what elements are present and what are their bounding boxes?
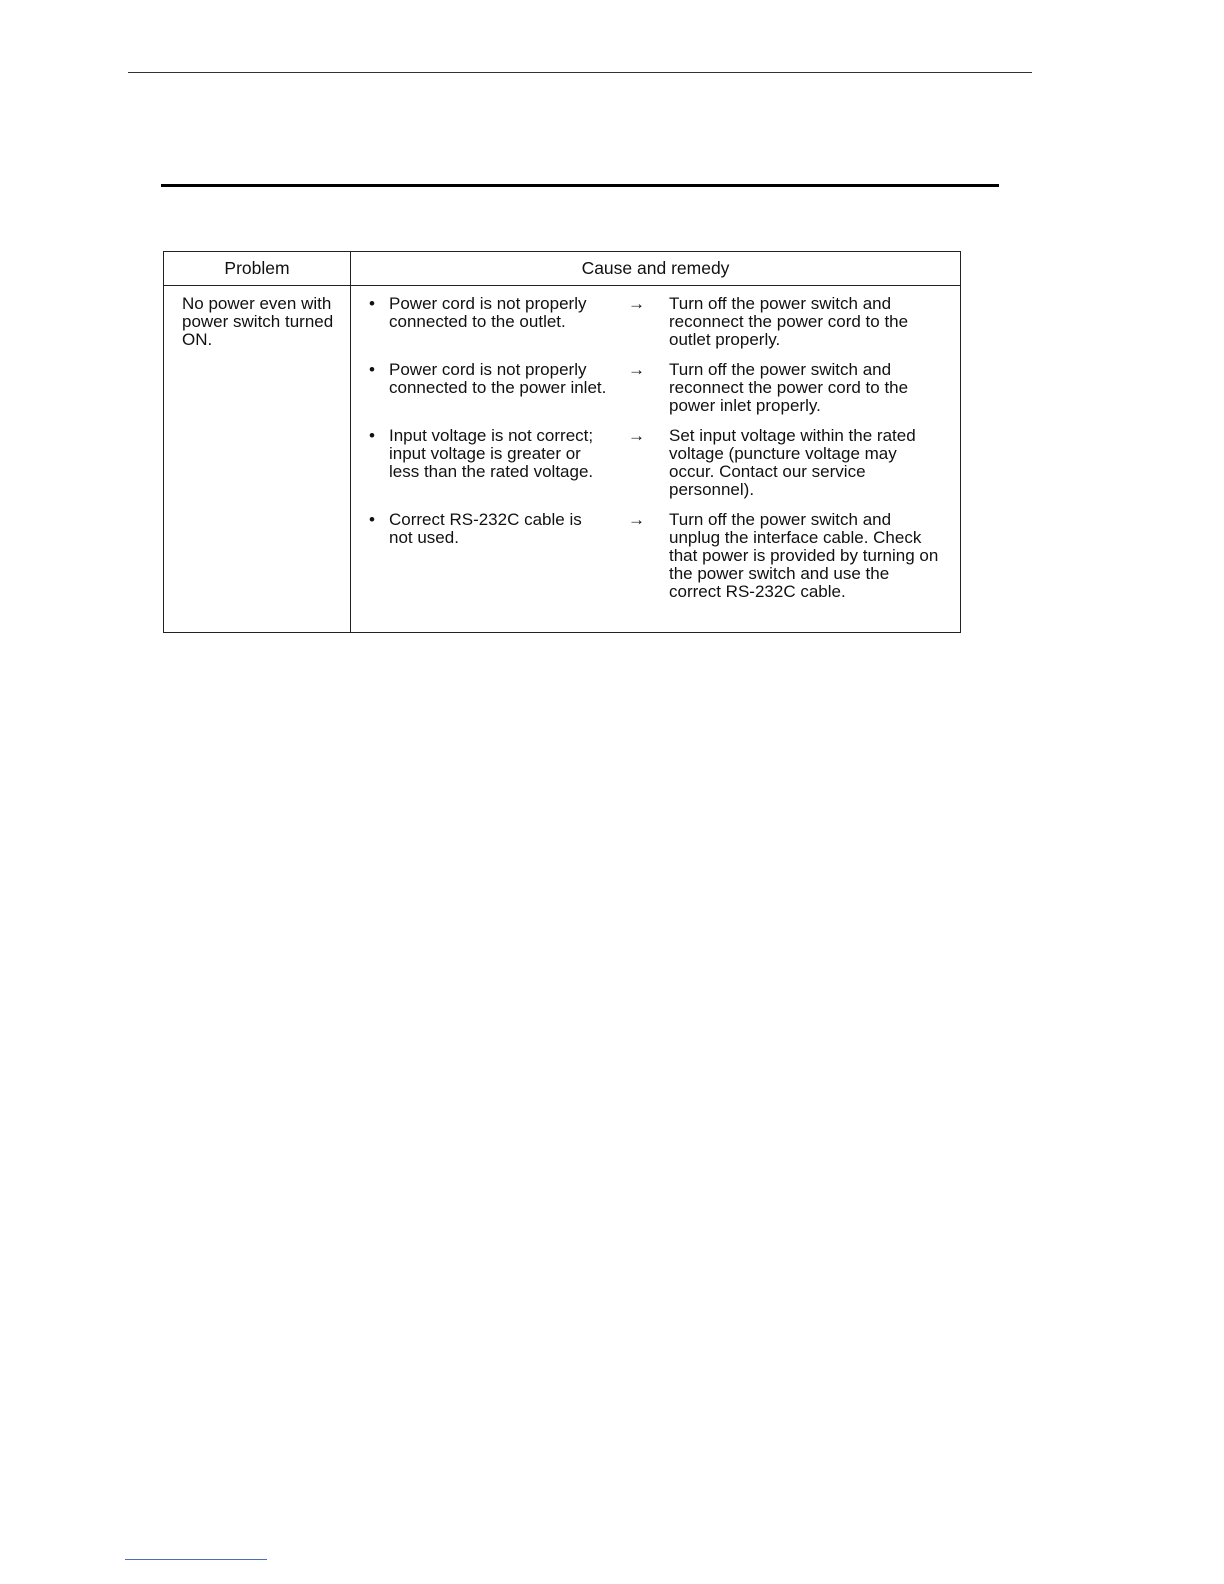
bullet-icon: • xyxy=(369,294,375,313)
arrow-right-icon: → xyxy=(628,360,645,379)
remedy-text: Turn off the power switch and unplug the interface cable. Check that power is provided by turning on the power switch and use the correct RS-232C cable. xyxy=(669,510,939,601)
column-divider xyxy=(350,252,351,632)
bullet-icon: • xyxy=(369,360,375,379)
arrow-right-icon: → xyxy=(628,510,645,529)
footer-rule xyxy=(125,1559,267,1560)
cause-text: Input voltage is not correct; input voltage is greater or less than the rated voltage. xyxy=(389,426,594,481)
bullet-icon: • xyxy=(369,426,375,445)
remedy-text: Turn off the power switch and reconnect the power cord to the power inlet properly. xyxy=(669,360,909,415)
cause-text: Correct RS-232C cable is not used. xyxy=(389,510,582,547)
remedy-text: Turn off the power switch and reconnect the power cord to the outlet properly. xyxy=(669,294,909,349)
problem-header: Problem xyxy=(224,258,290,278)
remedy-text: Set input voltage within the rated voltage (puncture voltage may occur. Contact our service personnel). xyxy=(669,426,916,499)
header-divider xyxy=(164,285,960,286)
arrow-right-icon: → xyxy=(628,294,645,313)
problem-cell: No power even with power switch turned ON. xyxy=(182,294,334,349)
header-rule xyxy=(128,72,1032,73)
bullet-icon: • xyxy=(369,510,375,529)
cause-text: Power cord is not properly connected to the outlet. xyxy=(389,294,587,331)
section-rule xyxy=(161,184,999,187)
troubleshooting-table xyxy=(163,251,961,633)
cause-remedy-header: Cause and remedy xyxy=(581,258,730,278)
cause-text: Power cord is not properly connected to the power inlet. xyxy=(389,360,607,397)
arrow-right-icon: → xyxy=(628,426,645,445)
